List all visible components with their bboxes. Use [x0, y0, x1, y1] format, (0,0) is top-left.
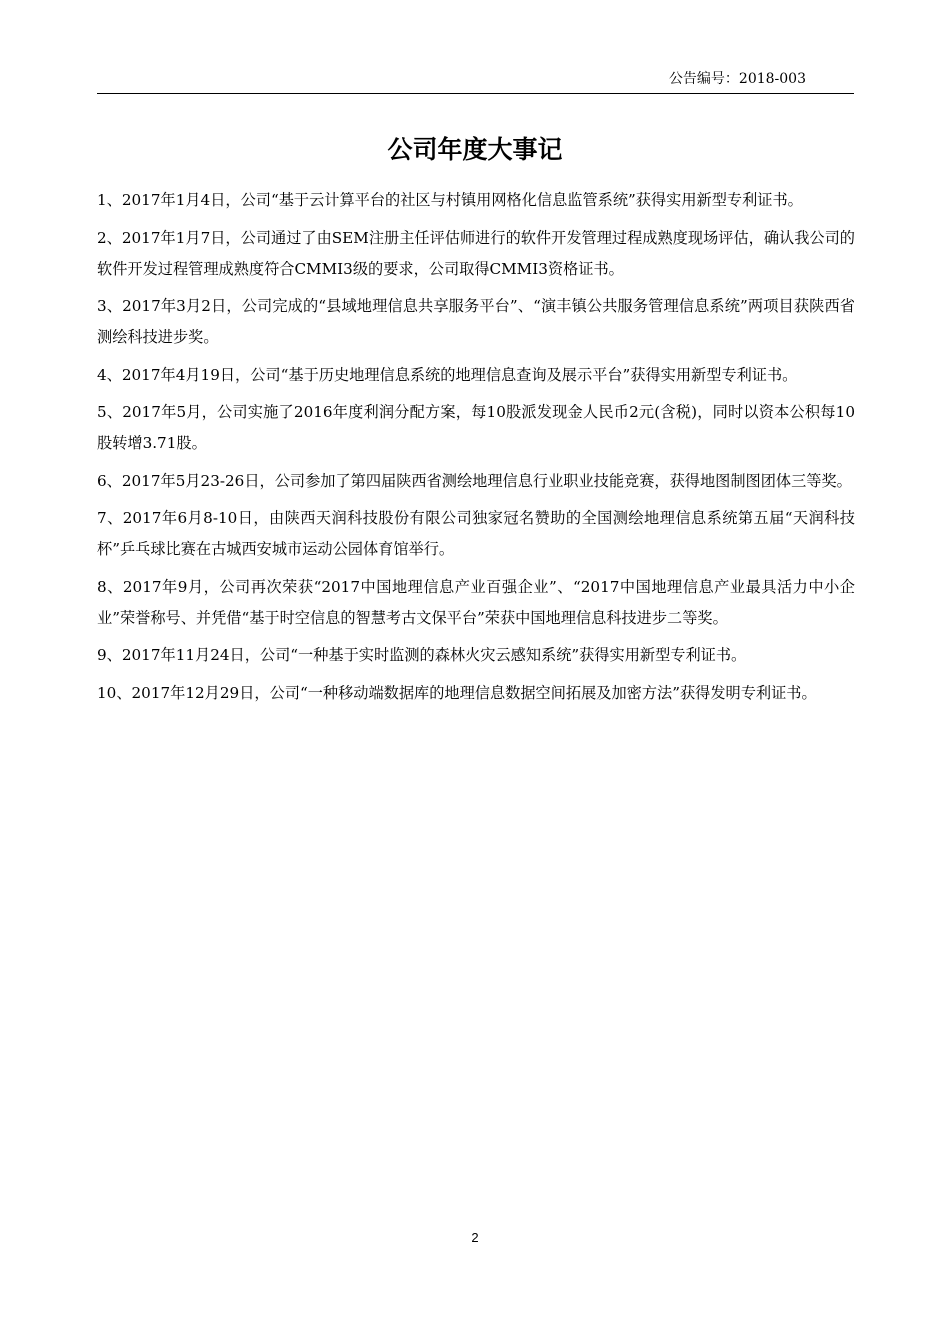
event-item-1: 1、2017年1月4日，公司“基于云计算平台的社区与村镇用网格化信息监管系统”获得实用新型专利证书。 [97, 191, 803, 209]
event-item-3: 3、2017年3月2日，公司完成的“县域地理信息共享服务平台”、“演丰镇公共服务管理信息系统”两项目获陕西省测绘科技进步奖。 [97, 297, 855, 346]
event-item-6: 6、2017年5月23-26日，公司参加了第四届陕西省测绘地理信息行业职业技能竞赛，获得地图制图团体三等奖。 [97, 471, 852, 490]
page-header [97, 66, 854, 94]
event-item-5: 5、2017年5月，公司实施了2016年度利润分配方案，每10股派发现金人民币2元(含税)，同时以资本公积每10股转增3.71股。 [97, 403, 855, 452]
page-number: 2 [471, 1230, 479, 1245]
event-item-8: 8、2017年9月，公司再次荣获“2017中国地理信息产业百强企业”、“2017中国地理信息产业最具活力中小企业”荣誉称号、并凭借“基于时空信息的智慧考古文保平台”荣获中国地理信息科技进步二等奖。 [97, 577, 855, 627]
event-item-2: 2、2017年1月7日，公司通过了由SEM注册主任评估师进行的软件开发管理过程成熟度现场评估，确认我公司的软件开发过程管理成熟度符合CMMI3级的要求，公司取得CMMI3资格证书。 [97, 228, 855, 278]
announcement-number: 公告编号：2018-003 [668, 71, 806, 87]
page-title: 公司年度大事记 [387, 135, 563, 164]
event-item-10: 10、2017年12月29日，公司“一种移动端数据库的地理信息数据空间拓展及加密方法”获得发明专利证书。 [97, 683, 817, 702]
event-list [97, 185, 855, 715]
event-item-4: 4、2017年4月19日，公司“基于历史地理信息系统的地理信息查询及展示平台”获得实用新型专利证书。 [97, 365, 798, 384]
event-item-9: 9、2017年11月24日，公司“一种基于实时监测的森林火灾云感知系统”获得实用新型专利证书。 [97, 646, 747, 664]
event-item-7: 7、2017年6月8-10日，由陕西天润科技股份有限公司独家冠名赞助的全国测绘地理信息系统第五届“天润科技杯”乒乓球比赛在古城西安城市运动公园体育馆举行。 [97, 509, 855, 558]
